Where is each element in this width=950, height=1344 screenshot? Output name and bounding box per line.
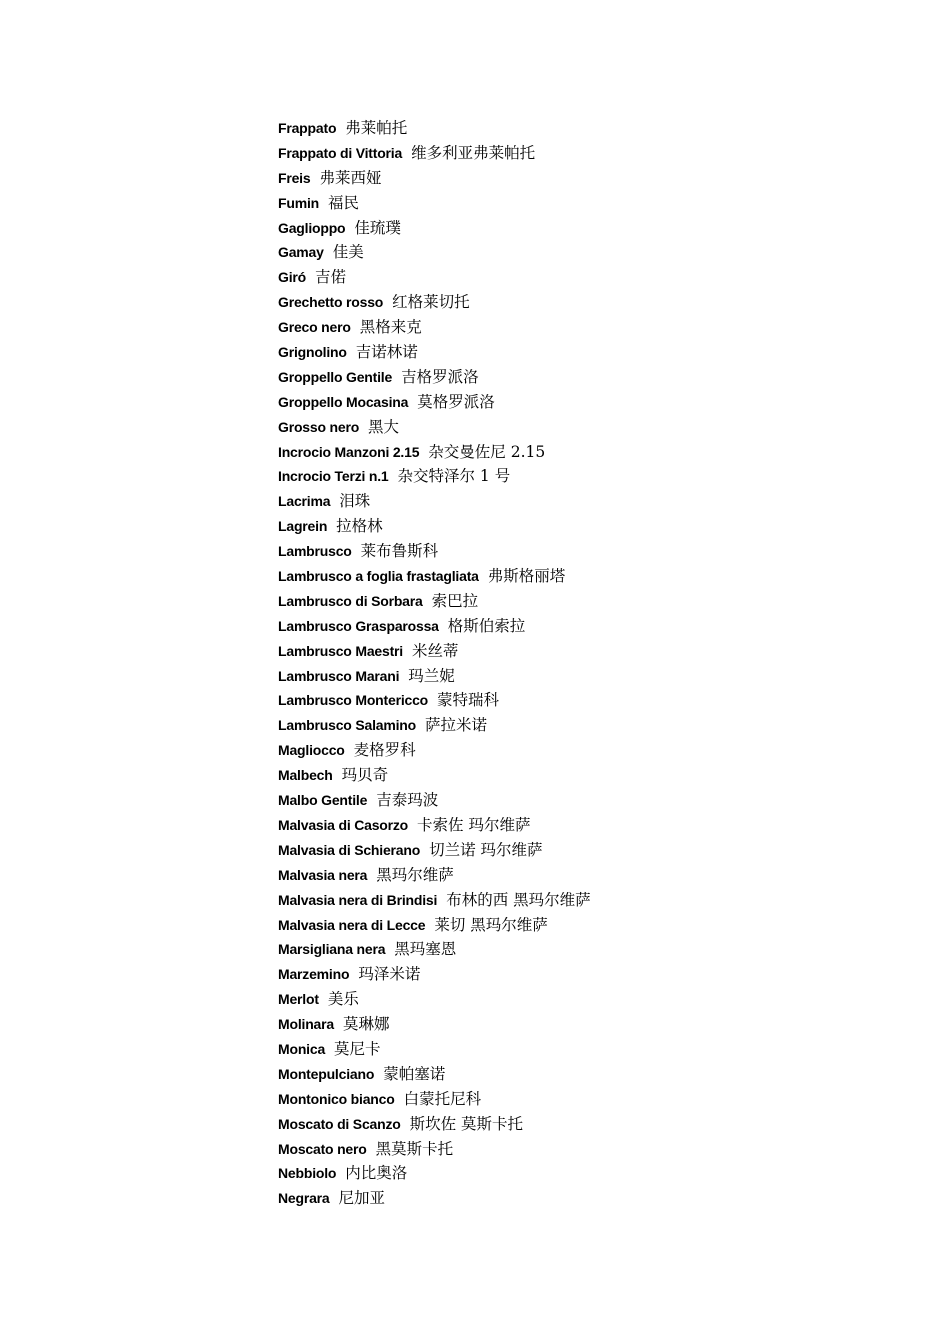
grape-name-italian: Malvasia nera	[278, 866, 368, 883]
grape-variety-list	[278, 116, 591, 1211]
list-item	[278, 315, 591, 340]
grape-name-italian: Lambrusco Marani	[278, 667, 400, 684]
list-item	[278, 1087, 591, 1112]
grape-name-italian: Moscato nero	[278, 1140, 367, 1157]
grape-name-chinese: 吉格罗派洛	[401, 367, 479, 386]
list-item	[278, 489, 591, 514]
grape-name-chinese: 玛泽米诺	[358, 965, 421, 984]
grape-name-italian: Grosso nero	[278, 418, 360, 435]
grape-name-chinese: 斯坎佐 莫斯卡托	[409, 1114, 524, 1133]
grape-name-chinese: 麦格罗科	[353, 741, 416, 760]
grape-name-italian: Nebbiolo	[278, 1165, 337, 1182]
list-item	[278, 738, 591, 763]
grape-name-chinese: 切兰诺 玛尔维萨	[429, 840, 543, 859]
grape-name-chinese: 黑格来克	[359, 318, 422, 337]
grape-name-chinese: 拉格林	[336, 517, 383, 536]
grape-name-chinese: 吉偌	[314, 268, 346, 287]
grape-name-italian: Lambrusco	[278, 543, 352, 560]
grape-name-italian: Lagrein	[278, 518, 328, 535]
grape-name-chinese: 泪珠	[339, 492, 371, 511]
grape-name-chinese: 蒙帕塞诺	[383, 1064, 446, 1083]
list-item	[278, 813, 591, 838]
grape-name-chinese: 卡索佐 玛尔维萨	[417, 815, 531, 834]
list-item	[278, 888, 591, 913]
list-item	[278, 1037, 591, 1062]
list-item	[278, 116, 591, 141]
grape-name-chinese: 莫琳娜	[342, 1015, 390, 1034]
grape-name-italian: Fumin	[278, 194, 319, 211]
grape-name-chinese: 杂交曼佐尼 2.15	[428, 442, 546, 461]
grape-name-chinese: 维多利亚弗莱帕托	[411, 143, 536, 162]
list-item	[278, 440, 591, 465]
grape-name-italian: Lambrusco Montericco	[278, 692, 429, 709]
grape-name-italian: Frappato	[278, 120, 337, 136]
list-item	[278, 564, 591, 589]
grape-name-italian: Moscato di Scanzo	[278, 1115, 401, 1132]
list-item	[278, 913, 591, 938]
grape-name-chinese: 黑莫斯卡托	[375, 1139, 454, 1158]
grape-name-chinese: 弗莱西娅	[319, 168, 382, 187]
list-item	[278, 639, 591, 664]
grape-name-italian: Groppello Mocasina	[278, 393, 409, 410]
list-item	[278, 838, 591, 863]
grape-name-italian: Lambrusco di Sorbara	[278, 592, 423, 609]
grape-name-italian: Lambrusco a foglia frastagliata	[278, 568, 479, 585]
grape-name-italian: Marsigliana nera	[278, 941, 386, 958]
list-item	[278, 1012, 591, 1037]
grape-name-chinese: 萨拉米诺	[425, 716, 488, 735]
grape-name-chinese: 黑玛尔维萨	[376, 865, 454, 884]
grape-name-italian: Grignolino	[278, 344, 347, 361]
grape-name-italian: Montonico bianco	[278, 1090, 395, 1107]
list-item	[278, 240, 591, 265]
list-item	[278, 340, 591, 365]
grape-name-chinese: 吉泰玛波	[376, 791, 439, 810]
grape-name-italian: Incrocio Manzoni 2.15	[278, 443, 420, 460]
grape-name-chinese: 美乐	[327, 990, 359, 1009]
grape-name-chinese: 弗莱帕托	[345, 119, 408, 137]
grape-name-italian: Malvasia nera di Lecce	[278, 916, 426, 933]
grape-name-chinese: 米丝蒂	[411, 641, 459, 660]
list-item	[278, 614, 591, 639]
grape-name-chinese: 黑大	[368, 417, 400, 436]
list-item	[278, 664, 591, 689]
grape-name-chinese: 蒙特瑞科	[437, 691, 500, 710]
list-item	[278, 539, 591, 564]
list-item	[278, 415, 591, 440]
list-item	[278, 166, 591, 191]
grape-name-chinese: 莱布鲁斯科	[360, 542, 439, 561]
grape-name-chinese: 莱切 黑玛尔维萨	[434, 915, 548, 934]
grape-name-italian: Malvasia nera di Brindisi	[278, 891, 438, 908]
grape-name-chinese: 弗斯格丽塔	[487, 567, 566, 586]
grape-name-italian: Monica	[278, 1040, 326, 1057]
grape-name-italian: Marzemino	[278, 966, 350, 983]
list-item	[278, 265, 591, 290]
list-item	[278, 1161, 591, 1186]
grape-name-chinese: 杂交特泽尔 1 号	[397, 467, 511, 486]
list-item	[278, 290, 591, 315]
list-item	[278, 713, 591, 738]
grape-name-chinese: 莫格罗派洛	[417, 392, 495, 411]
grape-name-chinese: 佳琉璞	[354, 218, 401, 237]
grape-name-italian: Montepulciano	[278, 1065, 375, 1082]
list-item	[278, 987, 591, 1012]
grape-name-italian: Grechetto rosso	[278, 294, 384, 311]
grape-name-chinese: 莫尼卡	[334, 1039, 381, 1058]
list-item	[278, 589, 591, 614]
grape-name-chinese: 格斯伯索拉	[447, 616, 526, 635]
grape-name-italian: Malbo Gentile	[278, 792, 368, 809]
grape-name-chinese: 布林的西 黑玛尔维萨	[446, 890, 591, 909]
list-item	[278, 514, 591, 539]
grape-name-chinese: 玛贝奇	[341, 766, 389, 785]
list-item	[278, 937, 591, 962]
grape-name-italian: Malbech	[278, 767, 333, 784]
list-item	[278, 1112, 591, 1137]
grape-name-chinese: 玛兰妮	[408, 666, 455, 685]
grape-name-chinese: 尼加亚	[338, 1189, 386, 1208]
grape-name-chinese: 索巴拉	[431, 591, 479, 610]
list-item	[278, 191, 591, 216]
list-item	[278, 390, 591, 415]
grape-name-chinese: 内比奥洛	[345, 1164, 408, 1183]
grape-name-italian: Merlot	[278, 991, 319, 1008]
grape-name-italian: Lambrusco Salamino	[278, 717, 416, 734]
grape-name-italian: Giró	[278, 269, 306, 286]
list-item	[278, 365, 591, 390]
grape-name-chinese: 吉诺林诺	[355, 343, 418, 362]
grape-name-chinese: 白蒙托尼科	[403, 1089, 482, 1108]
list-item	[278, 863, 591, 888]
grape-name-italian: Groppello Gentile	[278, 368, 393, 385]
grape-name-italian: Frappato di Vittoria	[278, 144, 403, 161]
grape-name-italian: Incrocio Terzi n.1	[278, 468, 389, 485]
grape-name-italian: Gaglioppo	[278, 219, 346, 236]
list-item	[278, 763, 591, 788]
grape-name-chinese: 黑玛塞恩	[394, 940, 457, 959]
list-item	[278, 962, 591, 987]
grape-name-chinese: 佳美	[332, 243, 364, 262]
list-item	[278, 1137, 591, 1162]
list-item	[278, 464, 591, 489]
list-item	[278, 1186, 591, 1211]
list-item	[278, 1062, 591, 1087]
grape-name-italian: Malvasia di Schierano	[278, 841, 421, 858]
grape-name-italian: Molinara	[278, 1016, 334, 1033]
grape-name-chinese: 红格莱切托	[392, 293, 470, 312]
grape-name-italian: Magliocco	[278, 742, 345, 759]
grape-name-italian: Lacrima	[278, 493, 331, 510]
grape-name-italian: Greco nero	[278, 319, 351, 336]
list-item	[278, 216, 591, 241]
grape-name-italian: Negrara	[278, 1190, 330, 1207]
list-item	[278, 688, 591, 713]
grape-name-italian: Gamay	[278, 244, 324, 261]
grape-name-italian: Lambrusco Maestri	[278, 642, 403, 659]
grape-name-italian: Malvasia di Casorzo	[278, 816, 409, 833]
grape-name-chinese: 福民	[328, 193, 360, 212]
list-item	[278, 788, 591, 813]
list-item	[278, 141, 591, 166]
grape-name-italian: Lambrusco Grasparossa	[278, 617, 439, 634]
grape-name-italian: Freis	[278, 169, 311, 186]
